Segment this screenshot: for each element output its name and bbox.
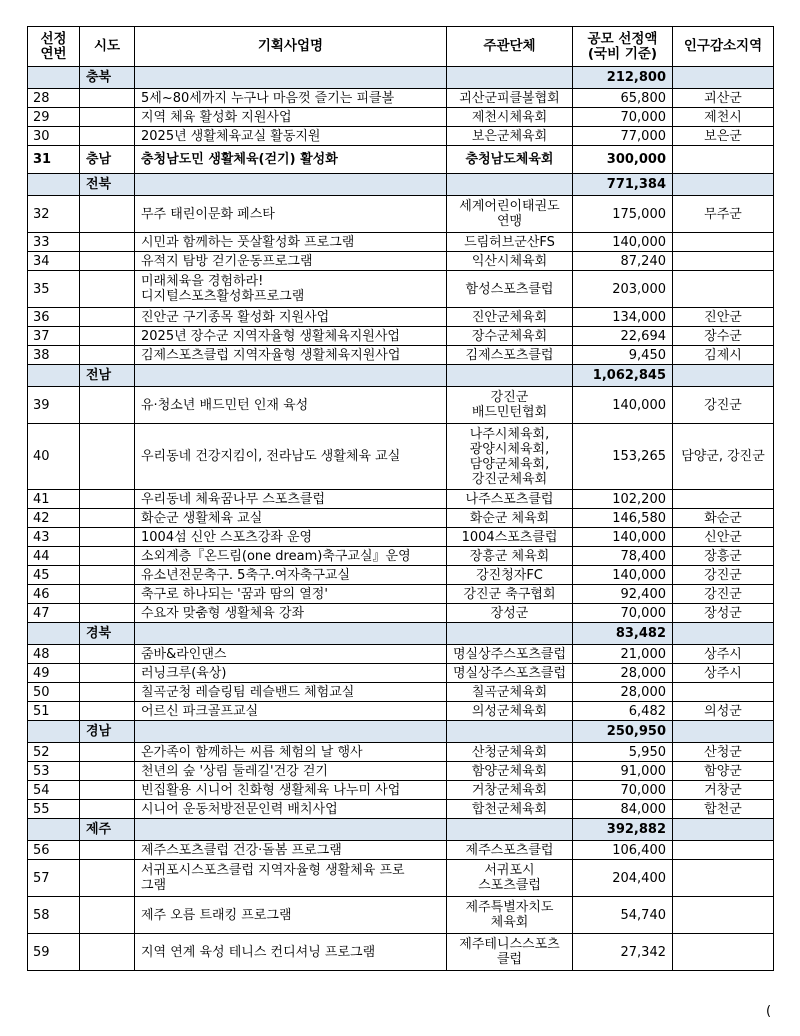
cell-org [447,174,573,196]
cell-area: 상주시 [673,664,774,683]
cell-project: 5세~80세까지 누구나 마음껏 즐기는 피클볼 [135,89,447,108]
cell-org: 강진군 축구협회 [447,585,573,604]
cell-amount: 54,740 [573,897,673,934]
cell-amount: 140,000 [573,387,673,424]
cell-project: 유적지 탐방 걷기운동프로그램 [135,252,447,271]
cell-region [80,566,135,585]
table-row [28,509,774,528]
cell-amount: 175,000 [573,196,673,233]
table-row [28,800,774,819]
cell-region [80,800,135,819]
cell-area: 무주군 [673,196,774,233]
cell-no: 57 [28,860,80,897]
cell-no: 34 [28,252,80,271]
cell-project: 김제스포츠클럽 지역자율형 생활체육지원사업 [135,346,447,365]
cell-area: 신안군 [673,528,774,547]
cell-no: 33 [28,233,80,252]
cell-amount: 146,580 [573,509,673,528]
cell-project: 어르신 파크골프교실 [135,702,447,721]
cell-org: 세계어린이태권도 연맹 [447,196,573,233]
table-row [28,547,774,566]
cell-org: 명실상주스포츠클럽 [447,645,573,664]
cell-project: 축구로 하나되는 '꿈과 땀의 열정' [135,585,447,604]
cell-area [673,365,774,387]
cell-region [80,252,135,271]
cell-no: 51 [28,702,80,721]
cell-area [673,252,774,271]
cell-area: 진안군 [673,308,774,327]
cell-no: 39 [28,387,80,424]
table-row [28,604,774,623]
cell-no [28,365,80,387]
cell-region [80,664,135,683]
cell-project: 시민과 함께하는 풋살활성화 프로그램 [135,233,447,252]
cell-org: 보은군체육회 [447,127,573,146]
cell-project: 빈집활용 시니어 친화형 생활체육 나누미 사업 [135,781,447,800]
cell-org: 드림허브군산FS [447,233,573,252]
cell-area [673,490,774,509]
cell-org: 거창군체육회 [447,781,573,800]
cell-no: 59 [28,934,80,971]
cell-org: 서귀포시 스포츠클럽 [447,860,573,897]
table-row [28,781,774,800]
cell-amount: 78,400 [573,547,673,566]
cell-org: 함성스포츠클럽 [447,271,573,308]
cell-area [673,860,774,897]
group-row [28,174,774,196]
cell-org: 의성군체육회 [447,702,573,721]
cell-org: 나주시체육회, 광양시체육회, 담양군체육회, 강진군체육회 [447,424,573,490]
cell-area: 괴산군 [673,89,774,108]
cell-org: 장성군 [447,604,573,623]
cell-project: 2025년 생활체육교실 활동지원 [135,127,447,146]
cell-region [80,547,135,566]
table-row [28,860,774,897]
cell-area: 담양군, 강진군 [673,424,774,490]
cell-region [80,108,135,127]
cell-amount: 65,800 [573,89,673,108]
cell-area: 거창군 [673,781,774,800]
cell-no: 30 [28,127,80,146]
table-row [28,89,774,108]
table-row [28,424,774,490]
cell-project: 제주 오름 트래킹 프로그램 [135,897,447,934]
cell-no: 38 [28,346,80,365]
cell-amount: 9,450 [573,346,673,365]
cell-region [80,781,135,800]
group-row [28,67,774,89]
cell-region [80,233,135,252]
cell-area: 상주시 [673,645,774,664]
cell-area: 합천군 [673,800,774,819]
cell-org: 산청군체육회 [447,743,573,762]
cell-no: 29 [28,108,80,127]
cell-area [673,623,774,645]
continuation-mark: ( [766,1004,772,1019]
cell-no: 37 [28,327,80,346]
cell-no: 46 [28,585,80,604]
cell-no: 44 [28,547,80,566]
cell-area: 보은군 [673,127,774,146]
cell-area [673,819,774,841]
cell-amount: 84,000 [573,800,673,819]
cell-org [447,819,573,841]
cell-project: 무주 태린이문화 페스타 [135,196,447,233]
cell-org [447,623,573,645]
cell-no [28,623,80,645]
cell-no: 43 [28,528,80,547]
cell-amount: 392,882 [573,819,673,841]
cell-amount: 153,265 [573,424,673,490]
table-row [28,664,774,683]
cell-area [673,174,774,196]
cell-no: 40 [28,424,80,490]
cell-amount: 77,000 [573,127,673,146]
cell-amount: 140,000 [573,528,673,547]
cell-no: 56 [28,841,80,860]
cell-region: 경남 [80,721,135,743]
cell-project: 2025년 장수군 지역자율형 생활체육지원사업 [135,327,447,346]
cell-region [80,743,135,762]
table-row [28,683,774,702]
cell-amount: 134,000 [573,308,673,327]
cell-amount: 140,000 [573,233,673,252]
cell-no: 28 [28,89,80,108]
cell-amount: 70,000 [573,108,673,127]
table-row [28,387,774,424]
cell-project: 러닝크루(육상) [135,664,447,683]
table-row [28,233,774,252]
cell-amount: 28,000 [573,664,673,683]
cell-area [673,146,774,174]
project-table [27,26,774,971]
cell-org: 괴산군피클볼협회 [447,89,573,108]
cell-project: 소외계층『온드림(one dream)축구교실』운영 [135,547,447,566]
cell-project [135,365,447,387]
table-row [28,308,774,327]
cell-region [80,897,135,934]
table-row [28,762,774,781]
cell-area [673,683,774,702]
cell-org: 충청남도체육회 [447,146,573,174]
cell-project [135,819,447,841]
cell-org: 장흥군 체육회 [447,547,573,566]
cell-region [80,327,135,346]
cell-region [80,424,135,490]
table-row [28,252,774,271]
cell-region: 충남 [80,146,135,174]
table-row [28,645,774,664]
table-row [28,271,774,308]
cell-amount: 6,482 [573,702,673,721]
cell-region [80,271,135,308]
cell-project: 유소년전문축구. 5축구.여자축구교실 [135,566,447,585]
cell-no: 35 [28,271,80,308]
cell-org: 강진군 배드민턴협회 [447,387,573,424]
cell-org: 제주테니스스포츠 클럽 [447,934,573,971]
cell-region: 전남 [80,365,135,387]
cell-region [80,762,135,781]
cell-no [28,174,80,196]
cell-no: 42 [28,509,80,528]
cell-org [447,365,573,387]
cell-area: 김제시 [673,346,774,365]
cell-region [80,645,135,664]
cell-org: 진안군체육회 [447,308,573,327]
cell-amount: 27,342 [573,934,673,971]
cell-project [135,623,447,645]
cell-region: 전북 [80,174,135,196]
cell-org: 제주스포츠클럽 [447,841,573,860]
cell-region [80,934,135,971]
cell-org: 명실상주스포츠클럽 [447,664,573,683]
cell-project: 시니어 운동처방전문인력 배치사업 [135,800,447,819]
cell-project: 우리동네 건강지킴이, 전라남도 생활체육 교실 [135,424,447,490]
cell-project [135,174,447,196]
table-row [28,146,774,174]
cell-area: 장성군 [673,604,774,623]
cell-area: 강진군 [673,387,774,424]
table-row [28,743,774,762]
cell-project: 줌바&라인댄스 [135,645,447,664]
cell-project: 서귀포시스포츠클럽 지역자율형 생활체육 프로 그램 [135,860,447,897]
cell-no: 58 [28,897,80,934]
cell-org: 제천시체육회 [447,108,573,127]
cell-amount: 102,200 [573,490,673,509]
cell-project: 칠곡군청 레슬링팀 레슬밴드 체험교실 [135,683,447,702]
cell-amount: 204,400 [573,860,673,897]
cell-org: 익산시체육회 [447,252,573,271]
table-row [28,327,774,346]
cell-area: 제천시 [673,108,774,127]
table-row [28,108,774,127]
cell-org [447,67,573,89]
cell-area [673,721,774,743]
cell-project: 지역 체육 활성화 지원사업 [135,108,447,127]
cell-no: 54 [28,781,80,800]
cell-no: 55 [28,800,80,819]
header-row [28,27,774,67]
cell-project: 화순군 생활체육 교실 [135,509,447,528]
cell-project [135,721,447,743]
cell-no [28,819,80,841]
cell-area: 장수군 [673,327,774,346]
cell-region [80,860,135,897]
cell-project [135,67,447,89]
cell-project: 우리동네 체육꿈나무 스포츠클럽 [135,490,447,509]
cell-area: 강진군 [673,566,774,585]
cell-org: 장수군체육회 [447,327,573,346]
cell-amount: 5,950 [573,743,673,762]
cell-project: 미래체육을 경험하라! 디지털스포츠활성화프로그램 [135,271,447,308]
group-row [28,721,774,743]
cell-area: 장흥군 [673,547,774,566]
cell-org: 함양군체육회 [447,762,573,781]
cell-region [80,346,135,365]
cell-area: 강진군 [673,585,774,604]
group-row [28,365,774,387]
cell-area [673,841,774,860]
cell-no: 52 [28,743,80,762]
cell-region: 제주 [80,819,135,841]
cell-amount: 203,000 [573,271,673,308]
cell-amount: 70,000 [573,604,673,623]
cell-amount: 83,482 [573,623,673,645]
cell-region [80,387,135,424]
cell-area: 산청군 [673,743,774,762]
cell-project: 제주스포츠클럽 건강·돌봄 프로그램 [135,841,447,860]
cell-amount: 21,000 [573,645,673,664]
table-row [28,585,774,604]
cell-region [80,127,135,146]
header-amount: 공모 선정액 (국비 기준) [573,27,673,67]
table-row [28,490,774,509]
table-row [28,934,774,971]
cell-project: 진안군 구기종목 활성화 지원사업 [135,308,447,327]
table-row [28,196,774,233]
cell-project: 유·청소년 배드민턴 인재 육성 [135,387,447,424]
cell-region [80,490,135,509]
cell-no: 41 [28,490,80,509]
cell-org: 합천군체육회 [447,800,573,819]
cell-region [80,841,135,860]
cell-no: 32 [28,196,80,233]
cell-no: 49 [28,664,80,683]
cell-org: 화순군 체육회 [447,509,573,528]
cell-amount: 771,384 [573,174,673,196]
cell-no: 48 [28,645,80,664]
cell-area [673,233,774,252]
cell-area [673,271,774,308]
cell-region [80,702,135,721]
table-body [28,67,774,971]
cell-org: 칠곡군체육회 [447,683,573,702]
cell-area: 화순군 [673,509,774,528]
cell-org: 제주특별자치도 체육회 [447,897,573,934]
cell-amount: 70,000 [573,781,673,800]
cell-region [80,604,135,623]
cell-project: 충청남도민 생활체육(걷기) 활성화 [135,146,447,174]
cell-area: 함양군 [673,762,774,781]
table-row [28,702,774,721]
cell-amount: 28,000 [573,683,673,702]
cell-project: 수요자 맞춤형 생활체육 강좌 [135,604,447,623]
cell-no: 31 [28,146,80,174]
group-row [28,623,774,645]
header-year: 선정 연번 [28,27,80,67]
cell-org [447,721,573,743]
cell-amount: 92,400 [573,585,673,604]
table-row [28,528,774,547]
cell-amount: 87,240 [573,252,673,271]
cell-project: 지역 연계 육성 테니스 컨디셔닝 프로그램 [135,934,447,971]
cell-area: 의성군 [673,702,774,721]
cell-project: 1004섬 신안 스포츠강좌 운영 [135,528,447,547]
cell-org: 강진청자FC [447,566,573,585]
cell-project: 천년의 숲 '상림 둘레길'건강 걷기 [135,762,447,781]
cell-area [673,67,774,89]
cell-region: 충북 [80,67,135,89]
cell-region [80,509,135,528]
cell-region [80,528,135,547]
cell-amount: 300,000 [573,146,673,174]
cell-area [673,934,774,971]
cell-no: 36 [28,308,80,327]
cell-region [80,89,135,108]
table-row [28,346,774,365]
cell-region [80,585,135,604]
cell-no: 50 [28,683,80,702]
cell-project: 온가족이 함께하는 씨름 체험의 날 행사 [135,743,447,762]
header-project: 기획사업명 [135,27,447,67]
cell-org: 1004스포츠클럽 [447,528,573,547]
document-page [27,26,774,971]
cell-region: 경북 [80,623,135,645]
table-row [28,566,774,585]
header-org: 주관단체 [447,27,573,67]
table-row [28,127,774,146]
cell-no [28,721,80,743]
header-region: 시도 [80,27,135,67]
cell-no: 53 [28,762,80,781]
cell-amount: 140,000 [573,566,673,585]
cell-org: 김제스포츠클럽 [447,346,573,365]
cell-amount: 91,000 [573,762,673,781]
cell-region [80,308,135,327]
cell-amount: 250,950 [573,721,673,743]
table-row [28,897,774,934]
cell-no: 47 [28,604,80,623]
cell-amount: 212,800 [573,67,673,89]
cell-amount: 1,062,845 [573,365,673,387]
group-row [28,819,774,841]
table-row [28,841,774,860]
cell-region [80,683,135,702]
cell-org: 나주스포츠클럽 [447,490,573,509]
cell-region [80,196,135,233]
cell-area [673,897,774,934]
header-area: 인구감소지역 [673,27,774,67]
cell-no [28,67,80,89]
cell-amount: 22,694 [573,327,673,346]
cell-amount: 106,400 [573,841,673,860]
cell-no: 45 [28,566,80,585]
